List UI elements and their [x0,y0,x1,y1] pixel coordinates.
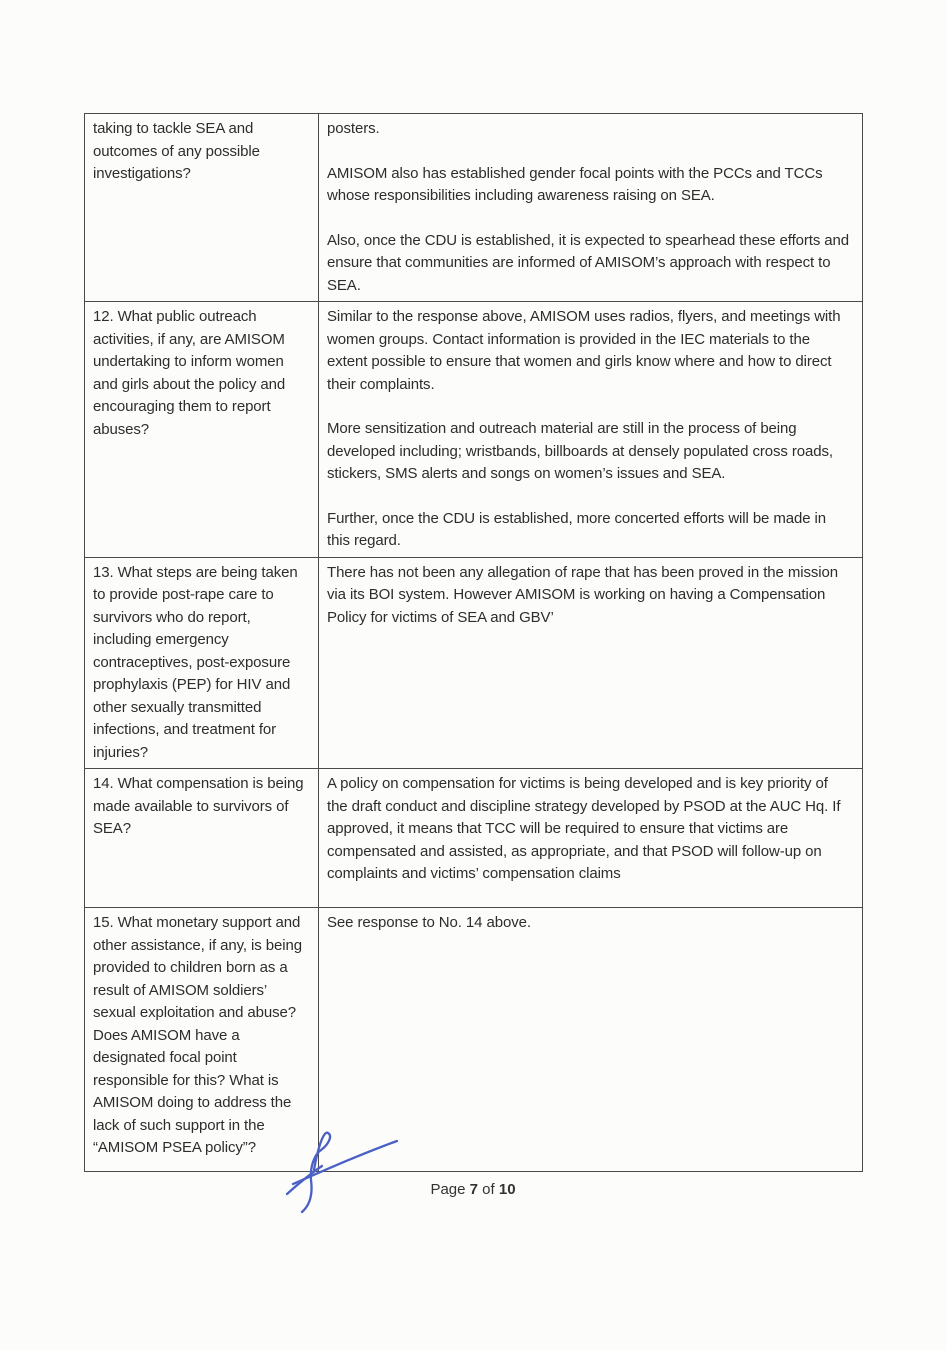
answer-paragraph: Further, once the CDU is established, more concerted efforts will be made in this regard. [327,509,827,549]
table-row [85,769,863,908]
answer-paragraph: More sensitization and outreach material are still in the process of being developed including; wristbands, billboards at densely populated cross roads, stickers, SMS alerts and songs on women’s issues and SEA. [327,420,833,482]
question-text: 13. What steps are being taken to provide post-rape care to survivors who do report, including emergency contraceptives, post-exposure prophylaxis (PEP) for HIV and other sexually transmitted infections, and treatment for injuries? [93,563,298,761]
question-text: taking to tackle SEA and outcomes of any possible investigations? [93,120,260,182]
page-label: Page [430,1181,466,1198]
question-cell [85,114,319,302]
table-row [85,557,863,769]
question-cell [85,302,319,558]
question-cell [85,557,319,769]
answer-cell [319,302,863,558]
answer-paragraph: posters. [327,120,380,137]
answer-cell [319,769,863,908]
answer-cell [319,557,863,769]
page-number: 7 [469,1181,478,1198]
table-row [85,302,863,558]
table-row [85,114,863,302]
question-text: 14. What compensation is being made available to survivors of SEA? [93,775,304,837]
question-text: 15. What monetary support and other assistance, if any, is being provided to children born as a result of AMISOM soldiers’ sexual exploitation and abuse? Does AMISOM have a designated focal point responsible for this? What is AMISOM doing to address the lack of such support in the “AMISOM PSEA policy”? [93,914,302,1156]
answer-paragraph: A policy on compensation for victims is being developed and is key priority of the draft conduct and discipline strategy developed by PSOD at the AUC Hq. If approved, it means that TCC will be required to ensure that victims are compensated and assisted, as appropriate, and that PSOD will follow-up on complaints and victims’ compensation claims [327,775,841,882]
answer-paragraph: See response to No. 14 above. [327,914,531,931]
answer-paragraph: Also, once the CDU is established, it is expected to spearhead these efforts and ensure that communities are informed of AMISOM’s approach with respect to SEA. [327,231,850,294]
of-label: of [482,1181,495,1198]
handwritten-signature [283,1124,408,1219]
page-footer [0,1181,946,1198]
question-cell [85,769,319,908]
qa-table [84,113,863,1172]
answer-cell [319,114,863,302]
answer-paragraph: AMISOM also has established gender focal points with the PCCs and TCCs whose responsibilities including awareness raising on SEA. [327,164,823,204]
total-pages: 10 [498,1181,516,1198]
question-text: 12. What public outreach activities, if any, are AMISOM undertaking to inform women and girls about the policy and encouraging them to report abuses? [93,308,286,438]
table-row [85,908,863,1172]
signature-strokes [287,1133,397,1212]
answer-paragraph: There has not been any allegation of rape that has been proved in the mission via its BOI system. However AMISOM is working on having a Compensation Policy for victims of SEA and GBV’ [327,563,838,626]
answer-paragraph: Similar to the response above, AMISOM uses radios, flyers, and meetings with women groups. Contact information is provided in the IEC materials to the extent possible to ensure that women and girls know where and how to direct their complaints. [327,308,841,393]
